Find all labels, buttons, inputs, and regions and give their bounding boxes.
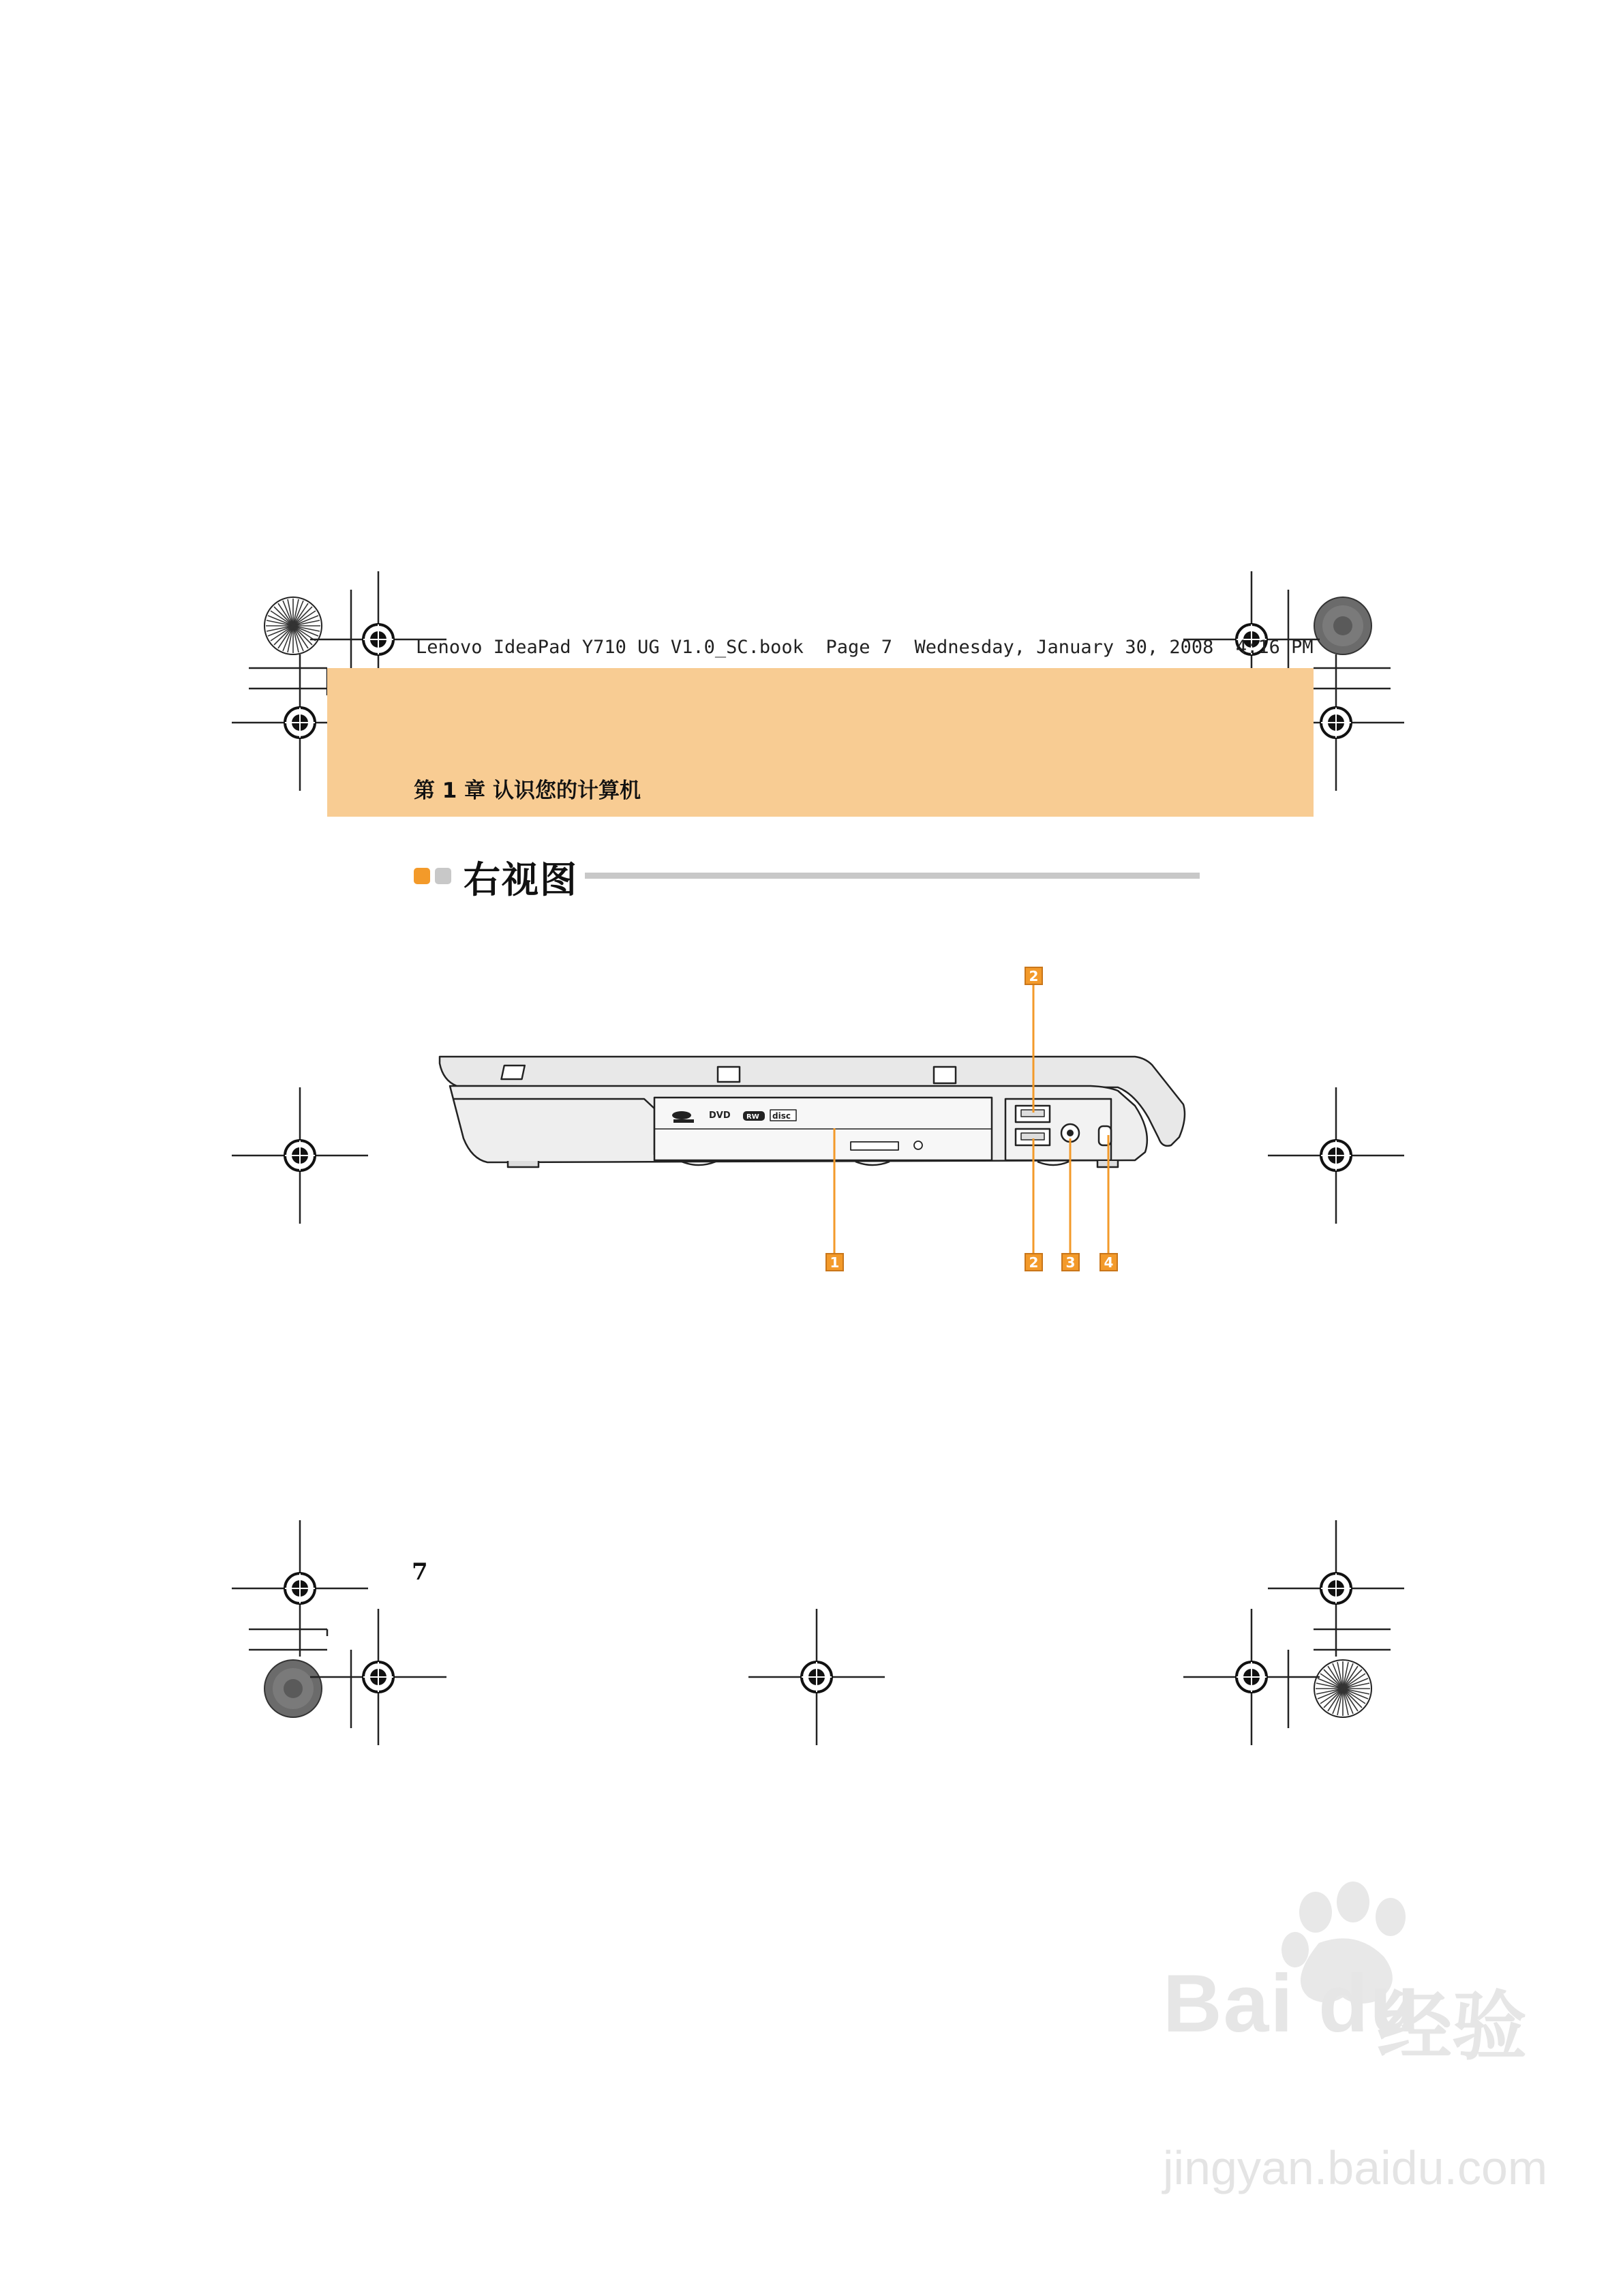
callout-badge-2: 2 — [1025, 1253, 1043, 1271]
drive-logo-rw: RW — [746, 1113, 759, 1121]
watermark-url: jingyan.baidu.com — [1163, 2141, 1548, 2194]
chapter-title: 第 1 章 认识您的计算机 — [414, 779, 641, 803]
callout-badge-3: 3 — [1061, 1253, 1080, 1271]
drive-logo-disc: disc — [772, 1111, 791, 1121]
watermark-brand: 经验 — [1377, 1983, 1527, 2070]
callout-badge-top-2: 2 — [1025, 967, 1043, 985]
callout-badge-1: 1 — [825, 1253, 844, 1271]
section-title: 右视图 — [464, 858, 578, 901]
page-number: 7 — [412, 1558, 428, 1586]
callout-badge-4: 4 — [1099, 1253, 1118, 1271]
watermark-logo: Bai du — [1163, 1958, 1421, 2049]
print-header: Lenovo IdeaPad Y710 UG V1.0_SC.book Page 7 Wednesday, January 30, 2008 4:16 PM — [416, 637, 1314, 658]
drive-logo-dvd: DVD — [709, 1111, 731, 1121]
